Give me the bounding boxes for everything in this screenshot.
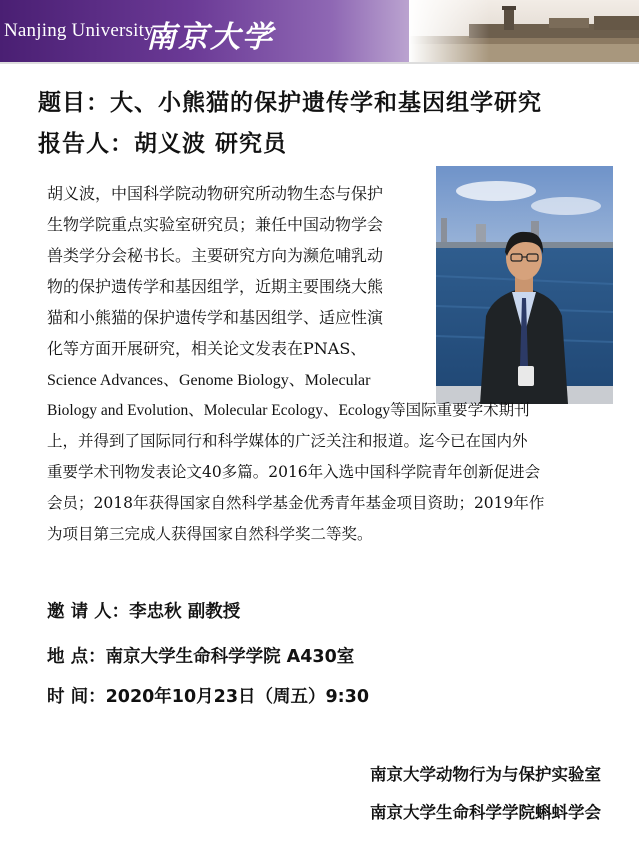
bio-line: 猫和小熊猫的保护遗传学和基因组学、适应性演: [47, 308, 384, 327]
university-name-cn: 南京大学: [146, 20, 274, 55]
speaker-line: 报告人：胡义波 研究员: [38, 131, 288, 157]
university-name-en: Nanjing University: [4, 20, 154, 41]
talk-title: 题目：大、小熊猫的保护遗传学和基因组学研究: [38, 90, 542, 116]
bio-line: 生物学院重点实验室研究员；兼任中国动物学会: [47, 215, 384, 234]
organizer-line: 南京大学生命科学学院蝌蚪学会: [370, 803, 601, 822]
bio-line: 为项目第三完成人获得国家自然科学奖二等奖。: [47, 525, 373, 543]
banner-divider: [0, 62, 639, 64]
bio-line: 化等方面开展研究，相关论文发表在PNAS、: [47, 339, 367, 358]
bio-line: 兽类学分会秘书长。主要研究方向为濒危哺乳动: [47, 246, 384, 265]
inviter-line: 邀 请 人：李忠秋 副教授: [47, 602, 241, 622]
speaker-portrait-image: [436, 166, 613, 404]
header-banner: [0, 0, 639, 62]
bio-line: Science Advances、Genome Biology、Molecular: [47, 372, 371, 389]
bio-line: 会员；2018年获得国家自然科学基金优秀青年基金项目资助；2019年作: [47, 494, 545, 512]
organizer-line: 南京大学动物行为与保护实验室: [370, 765, 601, 784]
bio-line: 物的保护遗传学和基因组学，近期主要围绕大熊: [47, 277, 384, 296]
bio-line: 胡义波，中国科学院动物研究所动物生态与保护: [47, 184, 384, 203]
bio-line: 上，并得到了国际同行和科学媒体的广泛关注和报道。迄今已在国内外: [47, 432, 528, 450]
location-line: 地 点：南京大学生命科学学院 A430室: [47, 647, 355, 667]
campus-photo-image: [409, 0, 639, 62]
bio-line: 重要学术刊物发表论文40多篇。2016年入选中国科学院青年创新促进会: [47, 463, 541, 481]
bio-line: Biology and Evolution、Molecular Ecology、Ecology等国际重要学术期刊: [47, 402, 530, 419]
time-line: 时 间：2020年10月23日（周五）9:30: [47, 687, 370, 707]
